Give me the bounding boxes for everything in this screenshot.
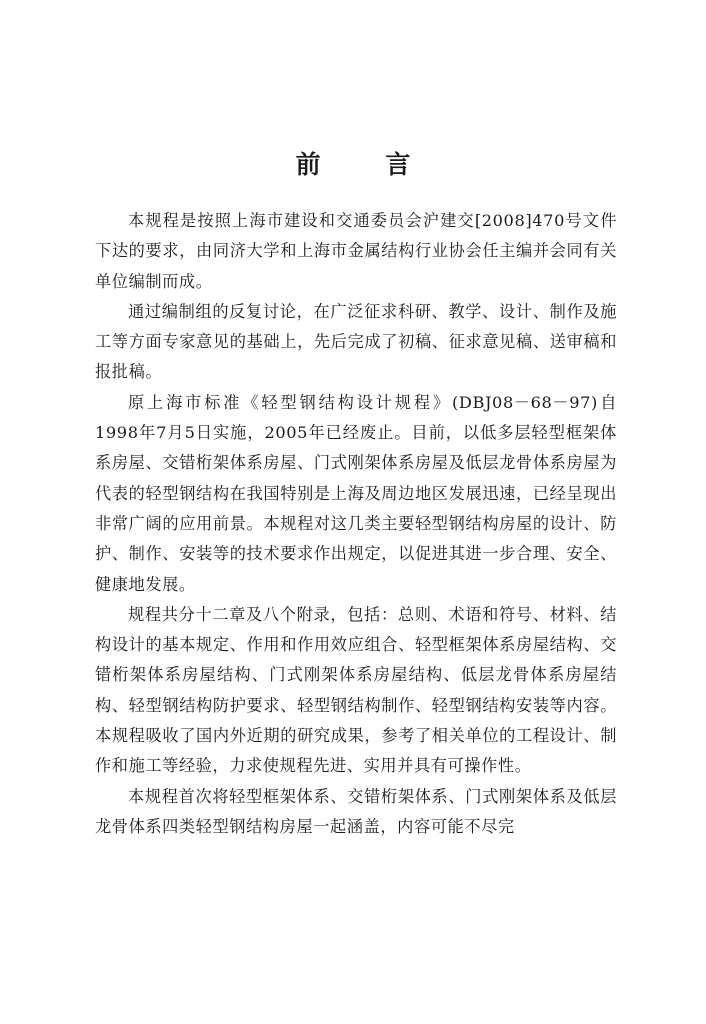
page-title: 前 言 <box>295 150 439 179</box>
paragraph-1: 本规程是按照上海市建设和交通委员会沪建交[2008]470号文件下达的要求，由同济大学和上海市金属结构行业协会任主编并会同有关单位编制而成。 <box>95 211 617 291</box>
paragraph-3: 原上海市标准《轻型钢结构设计规程》(DBJ08－68－97)自1998年7月5日实施，2005年已经废止。目前，以低多层轻型框架体系房屋、交错桁架体系房屋、门式刚架体系房屋及低层龙骨体系房屋为代表的轻型钢结构在我国特别是上海及周边地区发展迅速，已经呈现出非常广阔的应用前景。本规程对这几类主要轻型钢结构房屋的设计、防护、制作、安装等的技术要求作出规定，以促进其进一步合理、安全、健康地发展。 <box>95 392 617 594</box>
paragraph-5: 本规程首次将轻型框架体系、交错桁架体系、门式刚架体系及低层龙骨体系四类轻型钢结构房屋一起涵盖，内容可能不尽完 <box>95 786 617 836</box>
paragraph-4: 规程共分十二章及八个附录，包括：总则、术语和符号、材料、结构设计的基本规定、作用和作用效应组合、轻型框架体系房屋结构、交错桁架体系房屋结构、门式刚架体系房屋结构、低层龙骨体系房屋结构、轻型钢结构防护要求、轻型钢结构制作、轻型钢结构安装等内容。本规程吸收了国内外近期的研究成果，参考了相关单位的工程设计、制作和施工等经验，力求使规程先进、实用并具有可操作性。 <box>95 604 617 776</box>
paragraph-2: 通过编制组的反复讨论，在广泛征求科研、教学、设计、制作及施工等方面专家意见的基础上，先后完成了初稿、征求意见稿、送审稿和报批稿。 <box>95 301 617 382</box>
body-text <box>95 206 617 842</box>
